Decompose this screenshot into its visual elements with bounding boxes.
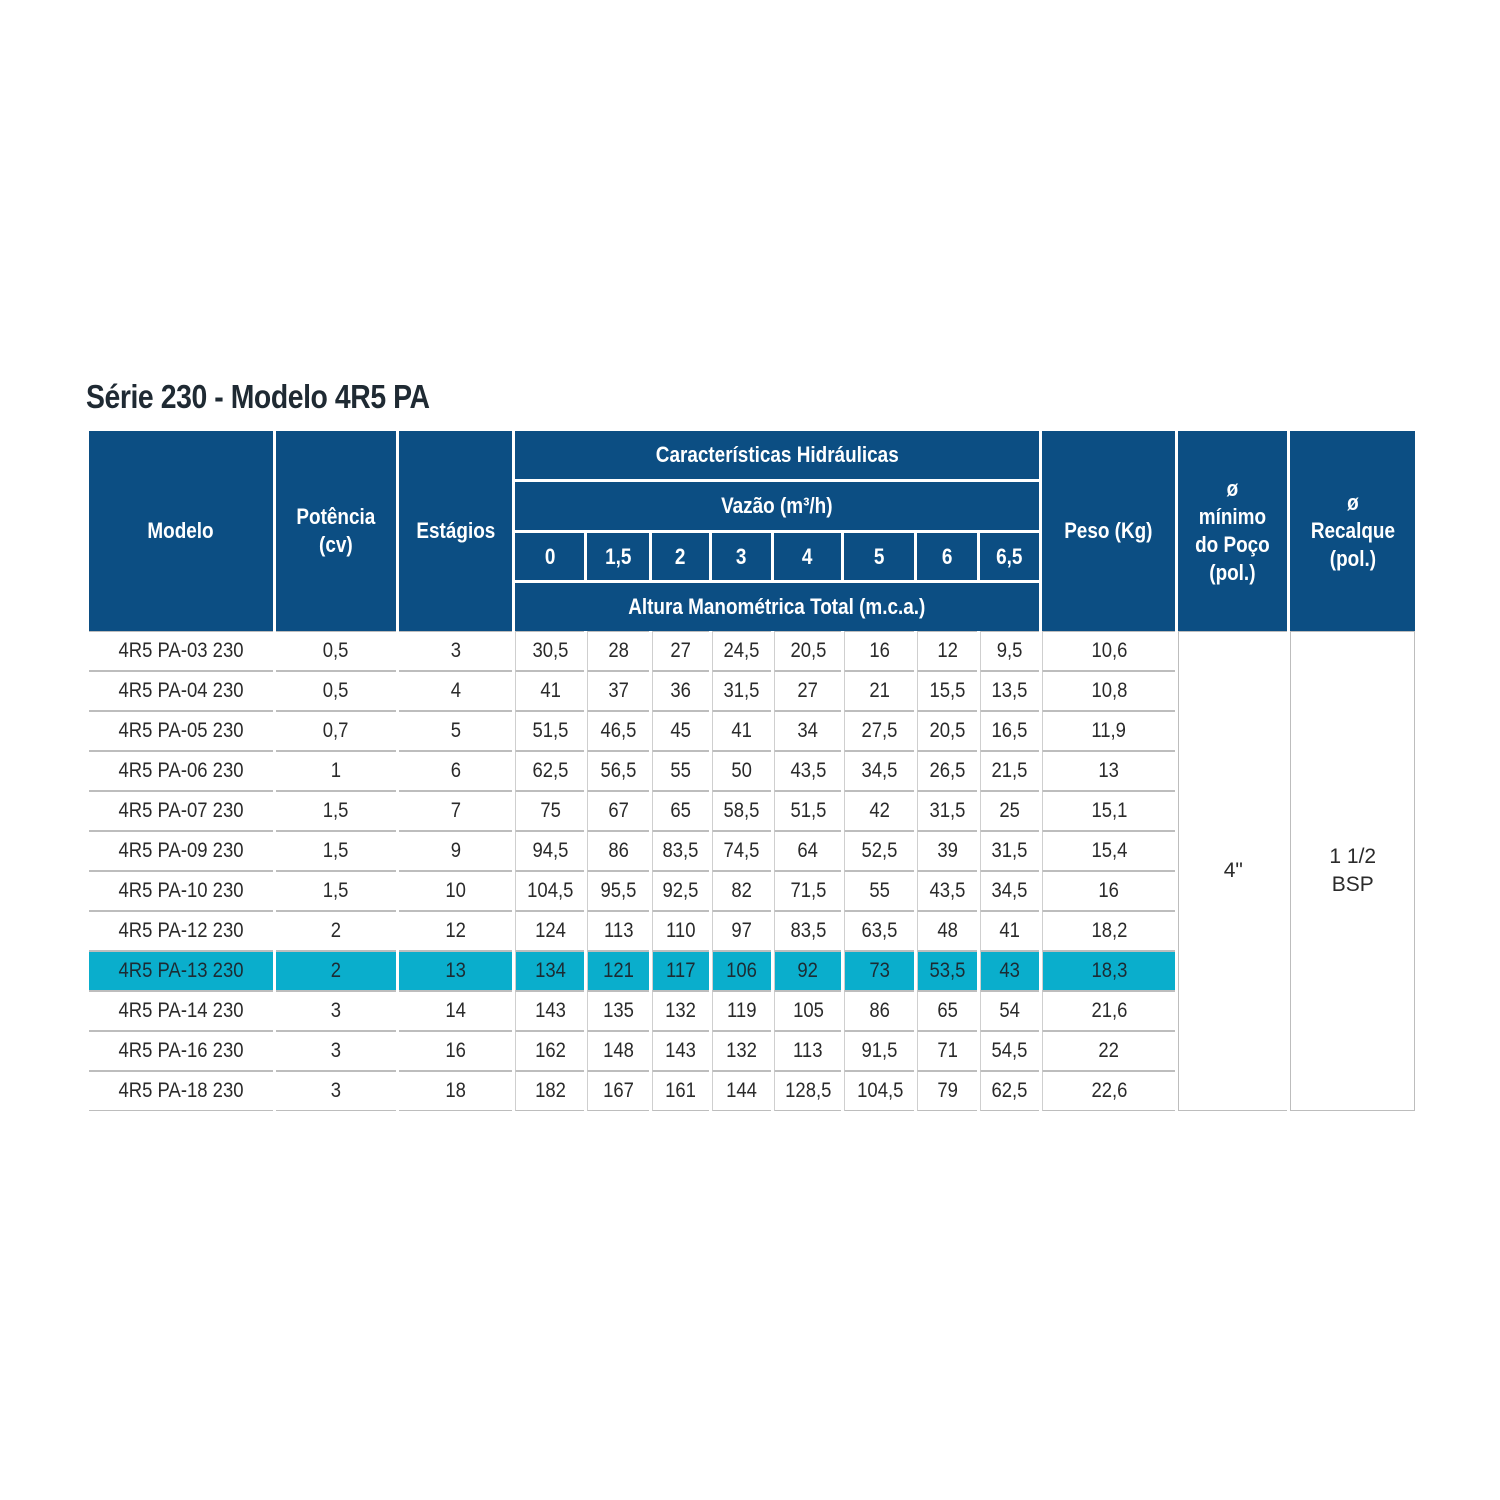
cell-altura: 20,5: [774, 631, 841, 671]
page-title: Série 230 - Modelo 4R5 PA: [86, 378, 430, 415]
header-potencia: Potência (cv): [276, 431, 396, 631]
cell-altura: 144: [712, 1071, 771, 1111]
cell-peso: 10,8: [1042, 671, 1175, 711]
cell-altura: 132: [652, 991, 709, 1031]
cell-altura: 54,5: [980, 1031, 1039, 1071]
cell-altura: 119: [712, 991, 771, 1031]
cell-altura: 62,5: [980, 1071, 1039, 1111]
header-flow: 5: [844, 533, 914, 583]
cell-potencia: 1,5: [276, 871, 396, 911]
cell-estagios: 12: [399, 911, 512, 951]
cell-modelo: 4R5 PA-13 230: [89, 951, 273, 991]
cell-altura: 9,5: [980, 631, 1039, 671]
cell-altura: 55: [844, 871, 914, 911]
cell-altura: 182: [515, 1071, 584, 1111]
cell-altura: 21: [844, 671, 914, 711]
cell-altura: 27: [652, 631, 709, 671]
cell-altura: 64: [774, 831, 841, 871]
cell-altura: 52,5: [844, 831, 914, 871]
cell-altura: 28: [587, 631, 648, 671]
cell-altura: 92,5: [652, 871, 709, 911]
cell-altura: 55: [652, 751, 709, 791]
cell-altura: 167: [587, 1071, 648, 1111]
cell-modelo: 4R5 PA-04 230: [89, 671, 273, 711]
cell-estagios: 3: [399, 631, 512, 671]
cell-modelo: 4R5 PA-06 230: [89, 751, 273, 791]
cell-altura: 62,5: [515, 751, 584, 791]
cell-altura: 161: [652, 1071, 709, 1111]
cell-estagios: 6: [399, 751, 512, 791]
cell-altura: 148: [587, 1031, 648, 1071]
cell-modelo: 4R5 PA-16 230: [89, 1031, 273, 1071]
cell-peso: 18,3: [1042, 951, 1175, 991]
cell-altura: 134: [515, 951, 584, 991]
cell-estagios: 16: [399, 1031, 512, 1071]
cell-modelo: 4R5 PA-09 230: [89, 831, 273, 871]
cell-altura: 20,5: [917, 711, 976, 751]
cell-altura: 16: [844, 631, 914, 671]
cell-altura: 50: [712, 751, 771, 791]
cell-potencia: 2: [276, 951, 396, 991]
cell-altura: 63,5: [844, 911, 914, 951]
cell-modelo: 4R5 PA-10 230: [89, 871, 273, 911]
cell-potencia: 0,7: [276, 711, 396, 751]
cell-altura: 34,5: [844, 751, 914, 791]
cell-altura: 56,5: [587, 751, 648, 791]
cell-modelo: 4R5 PA-03 230: [89, 631, 273, 671]
cell-altura: 71: [917, 1031, 976, 1071]
cell-altura: 42: [844, 791, 914, 831]
cell-altura: 121: [587, 951, 648, 991]
cell-altura: 43,5: [917, 871, 976, 911]
cell-altura: 74,5: [712, 831, 771, 871]
cell-altura: 31,5: [917, 791, 976, 831]
cell-altura: 43,5: [774, 751, 841, 791]
cell-altura: 27: [774, 671, 841, 711]
header-flow: 4: [774, 533, 841, 583]
cell-altura: 45: [652, 711, 709, 751]
cell-altura: 26,5: [917, 751, 976, 791]
cell-modelo: 4R5 PA-07 230: [89, 791, 273, 831]
cell-potencia: 1: [276, 751, 396, 791]
header-diametro-recalque: ø Recalque (pol.): [1290, 431, 1415, 631]
cell-altura: 34: [774, 711, 841, 751]
cell-altura: 75: [515, 791, 584, 831]
cell-potencia: 1,5: [276, 791, 396, 831]
cell-altura: 135: [587, 991, 648, 1031]
cell-altura: 110: [652, 911, 709, 951]
cell-altura: 31,5: [980, 831, 1039, 871]
cell-peso: 22,6: [1042, 1071, 1175, 1111]
header-flow: 2: [652, 533, 709, 583]
cell-estagios: 5: [399, 711, 512, 751]
cell-altura: 97: [712, 911, 771, 951]
cell-altura: 95,5: [587, 871, 648, 911]
cell-altura: 105: [774, 991, 841, 1031]
cell-potencia: 3: [276, 1071, 396, 1111]
cell-altura: 82: [712, 871, 771, 911]
header-caracteristicas-hidraulicas: Características Hidráulicas: [515, 431, 1038, 482]
cell-altura: 53,5: [917, 951, 976, 991]
cell-altura: 79: [917, 1071, 976, 1111]
cell-altura: 51,5: [515, 711, 584, 751]
cell-altura: 30,5: [515, 631, 584, 671]
specifications-table: [86, 431, 1418, 1111]
cell-altura: 143: [515, 991, 584, 1031]
cell-altura: 162: [515, 1031, 584, 1071]
header-flow: 1,5: [587, 533, 648, 583]
cell-altura: 83,5: [774, 911, 841, 951]
cell-altura: 51,5: [774, 791, 841, 831]
cell-peso: 16: [1042, 871, 1175, 911]
header-estagios: Estágios: [399, 431, 512, 631]
cell-altura: 34,5: [980, 871, 1039, 911]
header-peso: Peso (Kg): [1042, 431, 1175, 631]
cell-altura: 71,5: [774, 871, 841, 911]
header-altura-manometrica: Altura Manométrica Total (m.c.a.): [515, 583, 1038, 631]
cell-altura: 27,5: [844, 711, 914, 751]
cell-peso: 15,1: [1042, 791, 1175, 831]
cell-altura: 12: [917, 631, 976, 671]
cell-altura: 94,5: [515, 831, 584, 871]
cell-altura: 86: [844, 991, 914, 1031]
cell-altura: 39: [917, 831, 976, 871]
cell-altura: 54: [980, 991, 1039, 1031]
cell-altura: 83,5: [652, 831, 709, 871]
cell-potencia: 0,5: [276, 631, 396, 671]
cell-estagios: 13: [399, 951, 512, 991]
cell-altura: 15,5: [917, 671, 976, 711]
cell-estagios: 4: [399, 671, 512, 711]
cell-altura: 41: [980, 911, 1039, 951]
cell-altura: 128,5: [774, 1071, 841, 1111]
cell-altura: 113: [774, 1031, 841, 1071]
cell-altura: 43: [980, 951, 1039, 991]
header-diametro-poco: ø mínimo do Poço (pol.): [1178, 431, 1287, 631]
cell-altura: 104,5: [844, 1071, 914, 1111]
cell-diametro-poco: 4": [1178, 631, 1287, 1111]
table-row: [89, 631, 1415, 671]
cell-modelo: 4R5 PA-12 230: [89, 911, 273, 951]
cell-altura: 37: [587, 671, 648, 711]
cell-potencia: 3: [276, 1031, 396, 1071]
cell-peso: 10,6: [1042, 631, 1175, 671]
cell-modelo: 4R5 PA-18 230: [89, 1071, 273, 1111]
cell-potencia: 0,5: [276, 671, 396, 711]
cell-estagios: 14: [399, 991, 512, 1031]
cell-altura: 41: [515, 671, 584, 711]
cell-peso: 13: [1042, 751, 1175, 791]
header-modelo: Modelo: [89, 431, 273, 631]
cell-altura: 65: [652, 791, 709, 831]
cell-altura: 106: [712, 951, 771, 991]
header-flow: 6: [917, 533, 976, 583]
cell-potencia: 2: [276, 911, 396, 951]
cell-altura: 48: [917, 911, 976, 951]
cell-estagios: 10: [399, 871, 512, 911]
cell-altura: 67: [587, 791, 648, 831]
cell-altura: 124: [515, 911, 584, 951]
header-vazao: Vazão (m³/h): [515, 482, 1038, 533]
header-flow: 3: [712, 533, 771, 583]
cell-altura: 58,5: [712, 791, 771, 831]
cell-estagios: 7: [399, 791, 512, 831]
cell-peso: 21,6: [1042, 991, 1175, 1031]
cell-modelo: 4R5 PA-05 230: [89, 711, 273, 751]
cell-altura: 13,5: [980, 671, 1039, 711]
cell-potencia: 1,5: [276, 831, 396, 871]
cell-altura: 113: [587, 911, 648, 951]
cell-altura: 143: [652, 1031, 709, 1071]
cell-peso: 15,4: [1042, 831, 1175, 871]
cell-altura: 132: [712, 1031, 771, 1071]
cell-peso: 22: [1042, 1031, 1175, 1071]
cell-altura: 92: [774, 951, 841, 991]
cell-altura: 24,5: [712, 631, 771, 671]
header-flow: 0: [515, 533, 584, 583]
cell-peso: 18,2: [1042, 911, 1175, 951]
cell-altura: 104,5: [515, 871, 584, 911]
cell-altura: 36: [652, 671, 709, 711]
cell-potencia: 3: [276, 991, 396, 1031]
cell-altura: 31,5: [712, 671, 771, 711]
cell-altura: 117: [652, 951, 709, 991]
cell-altura: 91,5: [844, 1031, 914, 1071]
cell-estagios: 9: [399, 831, 512, 871]
cell-altura: 25: [980, 791, 1039, 831]
cell-altura: 86: [587, 831, 648, 871]
cell-altura: 46,5: [587, 711, 648, 751]
cell-diametro-recalque: 1 1/2 BSP: [1290, 631, 1415, 1111]
cell-altura: 21,5: [980, 751, 1039, 791]
header-flow: 6,5: [980, 533, 1039, 583]
cell-altura: 41: [712, 711, 771, 751]
cell-altura: 16,5: [980, 711, 1039, 751]
cell-modelo: 4R5 PA-14 230: [89, 991, 273, 1031]
cell-altura: 65: [917, 991, 976, 1031]
cell-estagios: 18: [399, 1071, 512, 1111]
cell-peso: 11,9: [1042, 711, 1175, 751]
cell-altura: 73: [844, 951, 914, 991]
